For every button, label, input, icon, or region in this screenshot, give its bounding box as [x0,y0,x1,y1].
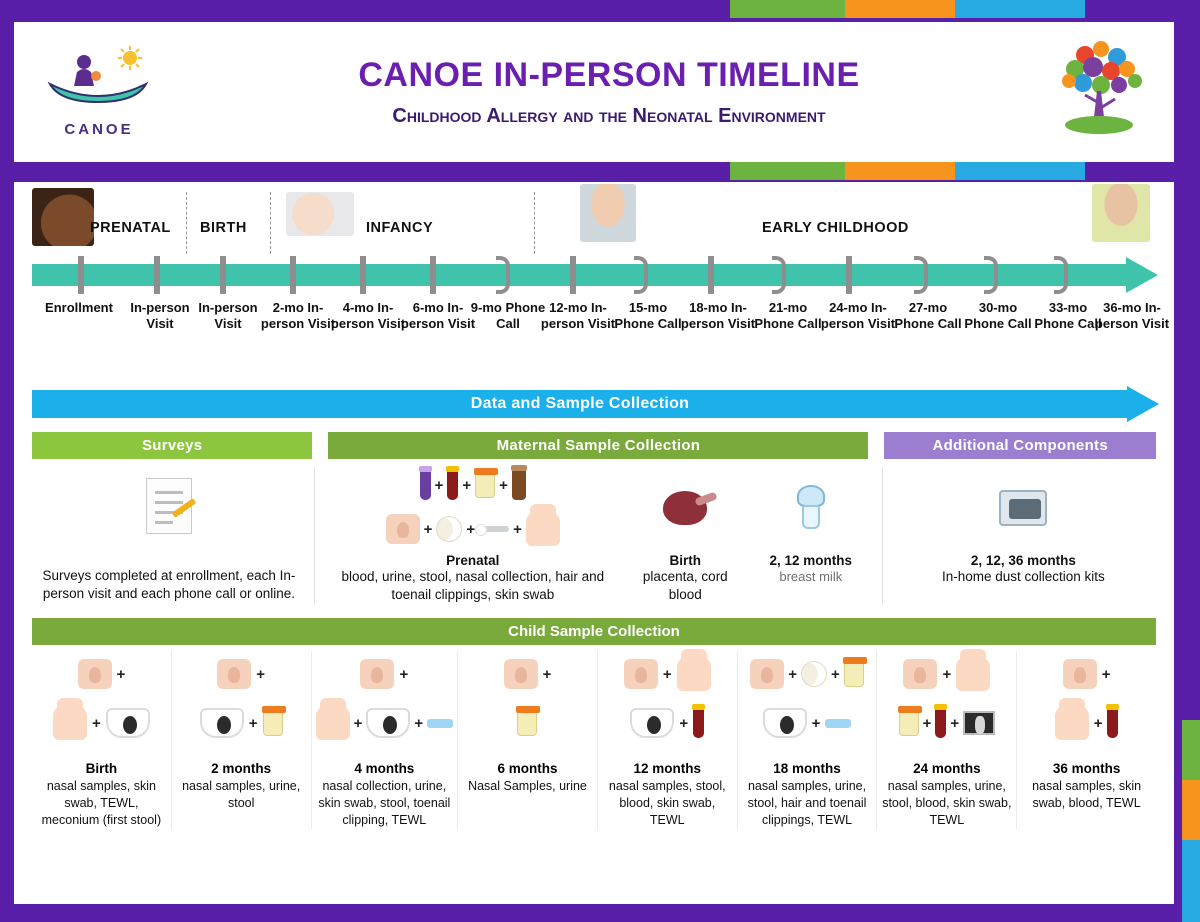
timeline-tick [708,256,714,294]
child-description: nasal samples, skin swab, blood, TEWL [1032,779,1142,810]
maternal-prenatal-art: + + + + + + [329,467,617,549]
mid-seg-purple [0,162,730,180]
bar-segment-orange [845,0,955,18]
dust-collection-kit-icon [999,490,1047,526]
maternal-prenatal-description: blood, urine, stool, nasal collection, hair and toenail clippings, skin swab [341,569,605,602]
visit-label: 9-mo Phone Call [470,300,546,331]
breast-pump-icon [791,485,831,531]
child-description: nasal samples, urine, stool, hair and toenail clippings, TEWL [747,779,867,827]
child-cell-36mo [1016,651,1156,829]
hand-icon [316,706,350,740]
section-header-child: Child Sample Collection [32,618,1156,645]
child-art-24mo: + + + [881,651,1012,759]
hand-icon [53,706,87,740]
data-collection-label: Data and Sample Collection [32,390,1128,418]
child-art-6mo: + [462,651,593,759]
nasal-icon [903,659,937,689]
stage-divider-3 [534,192,535,254]
surveys-cell [32,467,306,603]
bar-segment-green [730,0,845,18]
placenta-icon [663,491,707,525]
additional-dust-title: 2, 12, 36 months [970,553,1076,568]
section-header-row [14,432,1174,459]
hair-icon [436,516,462,542]
visit-label: 2-mo In-person Visit [260,300,336,331]
bar-segment-blue [955,0,1085,18]
timeline-tick [360,256,366,294]
child-title: 24 months [913,761,981,776]
maternal-milk-art [754,467,868,549]
mid-seg-blue [955,162,1085,180]
nasal-icon [360,659,394,689]
surveys-description: Surveys completed at enrollment, each In-person visit and each phone call or online. [42,568,296,601]
additional-column [891,467,1156,604]
canoe-logo-icon [14,46,184,115]
timeline-tick [430,256,436,294]
stool-vial-icon [512,470,526,500]
hand-icon [1055,706,1089,740]
urine-cup-icon [263,710,283,736]
child-title: 6 months [497,761,558,776]
maternal-milk-cell [748,467,874,604]
toddler-photo [580,184,636,242]
child-art-18mo: + + + [742,651,873,759]
visit-label: 33-mo Phone Call [1034,300,1102,331]
visit-label: In-person Visit [198,300,258,331]
child-cell-4mo [311,651,458,829]
mid-seg-green [730,162,845,180]
surveys-art [38,467,300,545]
nasal-icon [1063,659,1097,689]
stage-label-birth: BIRTH [200,220,247,236]
blood-tube-icon [935,708,946,738]
infant-photo [286,192,354,236]
child-description: Nasal Samples, urine [468,779,587,793]
additional-dust-cell [891,467,1156,586]
header-titles [184,56,1024,128]
child-title: 2 months [211,761,272,776]
timeline-tick [78,256,84,294]
column-divider [314,467,315,604]
top-color-bar [0,0,1200,18]
timeline-tick [570,256,576,294]
blood-tube-icon [693,708,704,738]
timeline-arrow [14,256,1174,292]
rbar-blue [1182,840,1200,922]
tree-logo-icon [1024,33,1174,151]
child-title: 18 months [773,761,841,776]
child-cell-6mo [457,651,597,829]
diaper-icon [630,708,674,738]
section-header-surveys: Surveys [32,432,312,459]
visit-label: 36-mo In-person Visit [1094,300,1170,331]
child-art-36mo: + + [1021,651,1152,759]
timeline-phone-bracket [496,256,510,294]
maternal-birth-cell [623,467,748,604]
prenatal-photo [32,188,94,246]
page-title: CANOE IN-PERSON TIMELINE [358,56,860,94]
blood-tube-icon [447,470,458,500]
additional-dust-description: In-home dust collection kits [941,569,1105,584]
diaper-icon [106,708,150,738]
additional-dust-art [897,467,1150,549]
visit-label: 4-mo In-person Visit [330,300,406,331]
mid-seg-orange [845,162,955,180]
child-cell-2mo [171,651,311,829]
child-description: nasal collection, urine, skin swab, stool, toenail clipping, TEWL [318,779,451,827]
mid-color-bar [0,162,1200,180]
visit-label: 12-mo In-person Visit [540,300,616,331]
section-header-additional: Additional Components [884,432,1156,459]
child-cell-24mo [876,651,1016,829]
nasal-icon [624,659,658,689]
child-cell-12mo [597,651,737,829]
child-sample-row [14,651,1174,829]
child-cell-18mo [737,651,877,829]
mid-seg-purple-2 [1085,162,1200,180]
visit-label: 15-mo Phone Call [614,300,682,331]
visit-label: In-person Visit [130,300,190,331]
skin-swab-icon [526,512,560,546]
visit-label: 18-mo In-person Visit [680,300,756,331]
child-title: 4 months [354,761,415,776]
maternal-birth-title: Birth [669,553,702,568]
child-photo [1092,184,1150,242]
xray-icon [963,711,995,735]
timeline-tick [220,256,226,294]
child-cell-birth [32,651,171,829]
visit-label: 6-mo In-person Visit [400,300,476,331]
stage-divider-2 [270,192,271,254]
bar-segment-purple [0,0,730,18]
child-title: 36 months [1052,761,1121,776]
maternal-milk-description: breast milk [779,569,843,584]
visit-label: 21-mo Phone Call [754,300,822,331]
nasal-swab-icon [386,514,420,544]
data-collection-arrowhead [1127,386,1159,422]
child-art-4mo: + + + [316,651,454,759]
timeline-tick [290,256,296,294]
nasal-icon [504,659,538,689]
timeline-phone-bracket [914,256,928,294]
column-divider [882,467,883,604]
data-collection-bar [14,390,1174,422]
hand-icon [677,657,711,691]
stage-label-infancy: INFANCY [366,220,434,236]
maternal-column [323,467,874,604]
visit-label: 24-mo In-person Visit [820,300,896,331]
rbar-purple [1182,0,1200,720]
child-description: nasal samples, skin swab, TEWL, meconium (first stool) [41,779,162,827]
nasal-icon [217,659,251,689]
urine-cup-icon [475,472,495,498]
urine-cup-icon [844,661,864,687]
maternal-prenatal-title: Prenatal [446,553,500,568]
child-title: 12 months [633,761,702,776]
stage-label-early-childhood: EARLY CHILDHOOD [762,220,909,236]
child-art-birth: + + [36,651,167,759]
rbar-green [1182,720,1200,780]
timeline-tick [846,256,852,294]
diaper-icon [366,708,410,738]
timeline-visit-labels [14,292,1174,388]
rbar-orange [1182,780,1200,840]
visit-label: Enrollment [45,300,113,315]
timeline-tick [154,256,160,294]
maternal-prenatal-cell [323,467,623,604]
nasal-icon [78,659,112,689]
blood-tube-icon [1107,708,1118,738]
urine-cup-icon [517,710,537,736]
maternal-birth-art [629,467,742,549]
hair-icon [801,661,827,687]
maternal-milk-title: 2, 12 months [769,553,853,568]
page-subtitle: Childhood Allergy and the Neonatal Environment [392,105,826,127]
timeline-arrowhead [1126,257,1158,293]
section-content-row [14,467,1174,604]
tree-logo [1024,33,1174,151]
toenail-clipper-icon [479,526,509,532]
stage-label-prenatal: PRENATAL [90,220,171,236]
surveys-column [32,467,306,604]
child-art-12mo: + + [602,651,733,759]
visit-label: 27-mo Phone Call [894,300,962,331]
child-art-2mo: + + [176,651,307,759]
timeline-phone-bracket [772,256,786,294]
section-header-maternal: Maternal Sample Collection [328,432,868,459]
canoe-logo [14,46,184,138]
nasal-icon [750,659,784,689]
timeline-stages [14,182,1174,254]
hand-icon [956,657,990,691]
clipboard-icon [146,478,192,534]
child-title: Birth [85,761,118,776]
timeline-phone-bracket [984,256,998,294]
right-color-bar [1182,0,1200,922]
diaper-icon [763,708,807,738]
poster-body [14,182,1174,904]
visit-label: 30-mo Phone Call [964,300,1032,331]
child-description: nasal samples, urine, stool [182,779,301,810]
child-description: nasal samples, stool, blood, skin swab, TEWL [608,779,726,827]
maternal-birth-description: placenta, cord blood [642,569,728,602]
timeline-phone-bracket [1054,256,1068,294]
toenail-clipper-icon [427,719,453,728]
urine-cup-icon [899,710,919,736]
stage-divider-1 [186,192,187,254]
timeline-bar [32,264,1128,286]
timeline-phone-bracket [634,256,648,294]
canoe-logo-text: CANOE [64,121,134,138]
toenail-clipper-icon [825,719,851,728]
diaper-icon [200,708,244,738]
poster-header [14,22,1174,162]
child-description: nasal samples, urine, stool, blood, skin swab, TEWL [882,779,1012,827]
blood-tube-icon [420,470,431,500]
